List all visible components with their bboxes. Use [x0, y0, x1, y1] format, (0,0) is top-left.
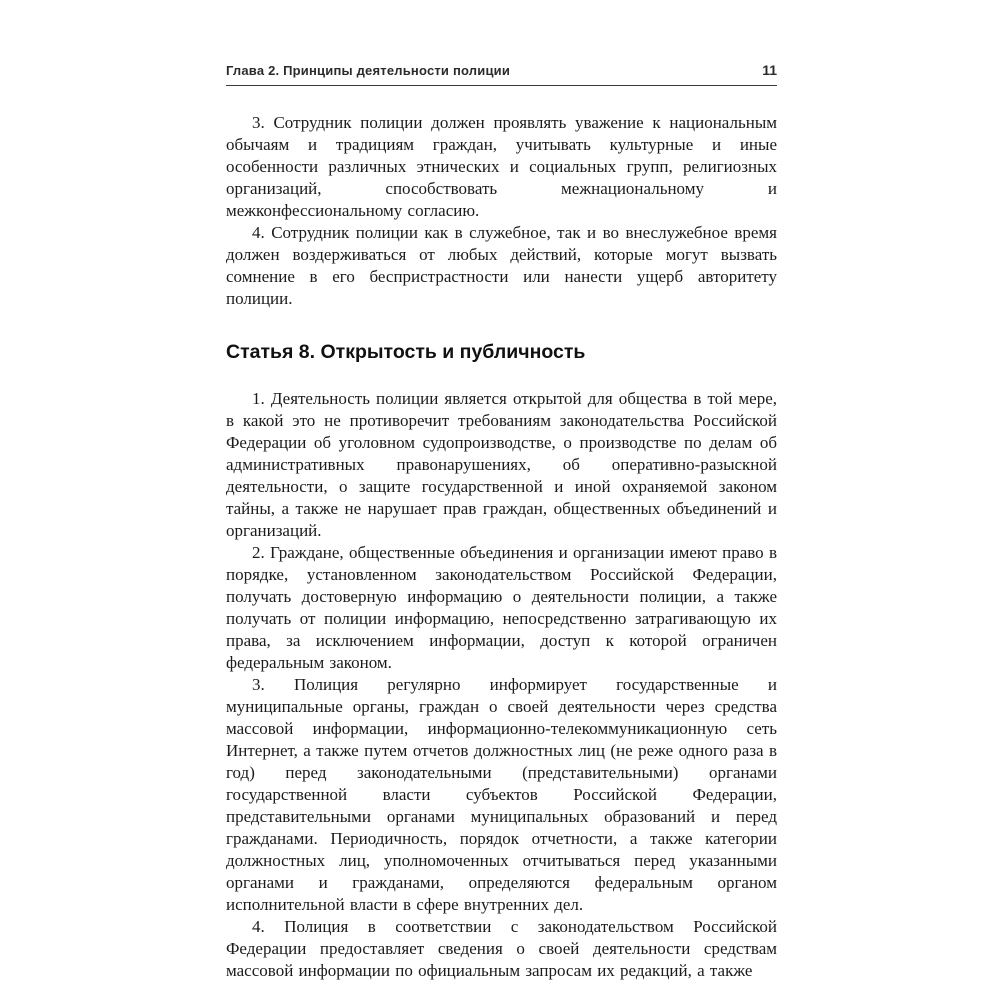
paragraph: 3. Полиция регулярно информирует государственные и муниципальные органы, граждан о своей деятельности через средства массовой информации, информационно-телекоммуникационную сеть Интернет, а также путем отчетов должностных лиц (не реже одного раза в год) перед законодательными (представительными) органами государственной власти субъектов Российской Федерации, представительными органами муниципальных образований и перед гражданами. Периодичность, порядок отчетности, а также категории должностных лиц, уполномоченных отчитываться перед указанными органами и гражданами, определяются федеральным органом исполнительной власти в сфере внутренних дел. — [226, 675, 777, 914]
paragraph: 2. Граждане, общественные объединения и организации имеют право в порядке, установленном законодательством Российской Федерации, получать достоверную информацию о деятельности полиции, а также получать от полиции информацию, непосредственно затрагивающую их права, за исключением информации, доступ к которой ограничен федеральным законом. — [226, 543, 777, 672]
paragraph: 4. Сотрудник полиции как в служебное, так и во внеслужебное время должен воздерживаться от любых действий, которые могут вызвать сомнение в его беспристрастности или нанести ущерб авторитету полиции. — [226, 223, 777, 308]
page-content — [226, 62, 777, 982]
paragraph: 3. Сотрудник полиции должен проявлять уважение к национальным обычаям и традициям граждан, учитывать культурные и иные особенности различных этнических и социальных групп, религиозных организаций, способствовать межнациональному и межконфессиональному согласию. — [226, 113, 777, 220]
page-header — [226, 62, 777, 86]
running-title: Глава 2. Принципы деятельности полиции — [226, 63, 511, 78]
paragraph: 4. Полиция в соответствии с законодательством Российской Федерации предоставляет сведения о своей деятельности средствам массовой информации по официальным запросам их редакций, а также — [226, 917, 777, 980]
body-text — [226, 112, 777, 982]
paragraph: 1. Деятельность полиции является открытой для общества в той мере, в какой это не противоречит требованиям законодательства Российской Федерации об уголовном судопроизводстве, о производстве по делам об административных правонарушениях, об оперативно-разыскной деятельности, о защите государственной и иной охраняемой законом тайны, а также не нарушает прав граждан, общественных объединений и организаций. — [226, 389, 777, 540]
page-number: 11 — [762, 62, 777, 78]
article-heading: Статья 8. Открытость и публичность — [226, 341, 586, 363]
